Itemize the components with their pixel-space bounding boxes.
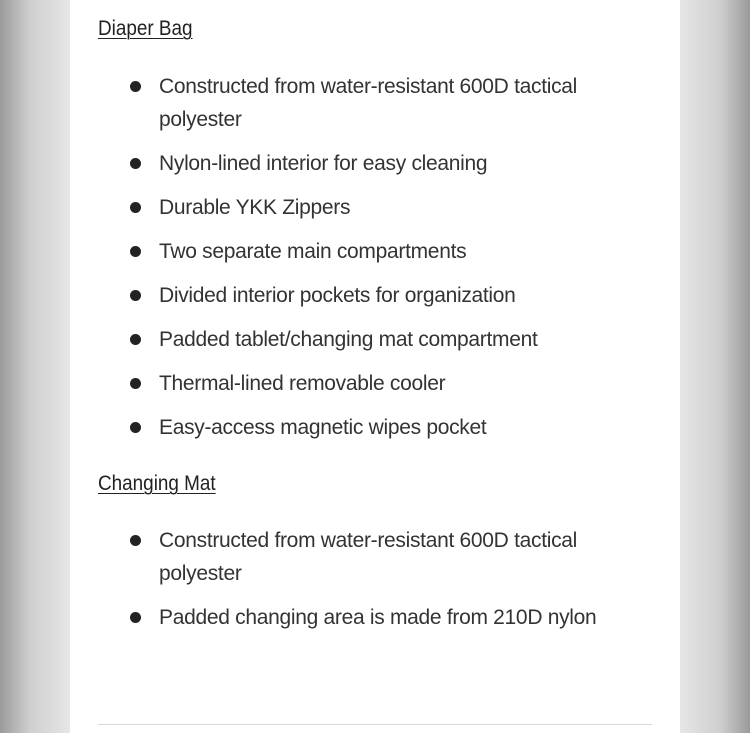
diaper-bag-feature-list <box>130 70 650 455</box>
bullet-icon <box>130 246 141 257</box>
bullet-icon <box>130 334 141 345</box>
bullet-icon <box>130 81 141 92</box>
bullet-icon <box>130 422 141 433</box>
list-item: Divided interior pockets for organization <box>130 279 650 312</box>
bullet-icon <box>130 378 141 389</box>
list-item: Constructed from water-resistant 600D tactical polyester <box>130 70 650 136</box>
list-item: Easy-access magnetic wipes pocket <box>130 411 650 444</box>
list-item: Padded changing area is made from 210D nylon <box>130 601 650 634</box>
list-item: Nylon-lined interior for easy cleaning <box>130 147 650 180</box>
changing-mat-feature-list <box>130 524 650 645</box>
bullet-icon <box>130 535 141 546</box>
section-title-changing-mat: Changing Mat <box>98 472 216 495</box>
bullet-icon <box>130 158 141 169</box>
list-item: Constructed from water-resistant 600D tactical polyester <box>130 524 650 590</box>
bullet-icon <box>130 612 141 623</box>
product-details-card <box>70 0 680 733</box>
list-item: Thermal-lined removable cooler <box>130 367 650 400</box>
list-item: Two separate main compartments <box>130 235 650 268</box>
list-item: Padded tablet/changing mat compartment <box>130 323 650 356</box>
bullet-icon <box>130 290 141 301</box>
bullet-icon <box>130 202 141 213</box>
divider <box>98 724 652 725</box>
list-item: Durable YKK Zippers <box>130 191 650 224</box>
section-title-diaper-bag: Diaper Bag <box>98 17 193 40</box>
